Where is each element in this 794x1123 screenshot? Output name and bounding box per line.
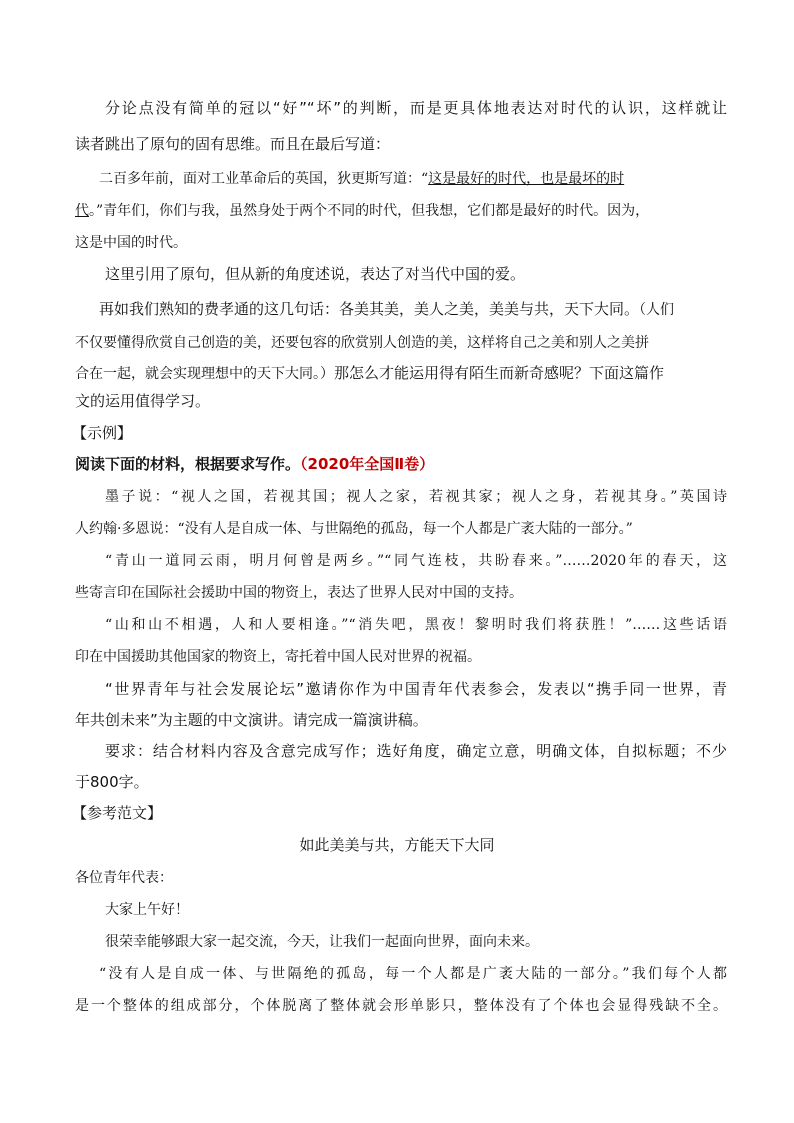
intro-p3-line4: 文的运用值得学习。	[75, 392, 211, 410]
example-heading: 【示例】	[72, 424, 133, 442]
exam-source: （2020年全国Ⅱ卷）	[300, 455, 435, 473]
quote-line3: 这是中国的时代。	[75, 235, 187, 251]
quote-line2	[75, 200, 727, 220]
intro-p3-line2: 不仅要懂得欣赏自己创造的美，还要包容的欣赏别人创造的美，这样将自己之美和别人之美拼	[75, 335, 649, 351]
material2-line1: “青山一道同云雨，明月何曾是两乡。”“同气连枝，共盼春来。”……2020年的春天，这	[105, 553, 727, 569]
intro-p1-line1: 分论点没有简单的冠以“好”“坏”的判断，而是更具体地表达对时代的认识，这样就让	[105, 99, 727, 117]
essay-title: 如此美美与共，方能天下大同	[299, 836, 495, 854]
intro-p3-line3	[75, 362, 727, 383]
essay-sentence2-line1: “没有人是自成一体、与世隔绝的孤岛，每一个人都是广袤大陆的一部分。”我们每个人都	[99, 966, 727, 982]
underlined-quote: 代	[75, 203, 89, 219]
p3-text: 再如我们熟知的费孝通的这几句话：各美其美，美人之美，美美与共，天下大同。	[99, 300, 640, 318]
underlined-quote: 这是最好的时代，也是最坏的时	[428, 171, 625, 187]
quote-line1	[99, 168, 727, 188]
p3-note: 合在一起，就会实现理想中的天下大同。）	[75, 366, 334, 382]
material3-line2: 印在中国援助其他国家的物资上，寄托着中国人民对世界的祝福。	[75, 649, 481, 665]
material1-line1: 墨子说：“视人之国，若视其国；视人之家，若视其家；视人之身，若视其身。”英国诗	[105, 489, 727, 505]
material4-line2: 年共创未来”为主题的中文演讲。请完成一篇演讲稿。	[75, 711, 428, 729]
requirement-line2: 于800字。	[75, 773, 149, 791]
material2-line2: 些寄言印在国际社会援助中国的物资上，表达了世界人民对中国的支持。	[75, 585, 523, 601]
task-line	[75, 453, 727, 474]
intro-p1-line2: 读者跳出了原句的固有思维。而且在最后写道：	[75, 135, 391, 153]
material4-line1: “世界青年与社会发展论坛”邀请你作为中国青年代表参会，发表以“携手同一世界，青	[105, 680, 727, 698]
quote-text: 。”青年们，你们与我，虽然身处于两个不同的时代，但我想，它们都是最好的时代。因为，	[89, 203, 650, 219]
requirement-line1: 要求：结合材料内容及含意完成写作；选好角度，确定立意，明确文体，自拟标题；不少	[105, 742, 727, 760]
intro-p2: 这里引用了原句，但从新的角度述说，表达了对当代中国的爱。	[105, 265, 526, 283]
intro-p3-line1	[99, 298, 727, 319]
essay-salutation: 各位青年代表：	[75, 870, 173, 886]
essay-heading: 【参考范文】	[72, 804, 163, 822]
essay-sentence1: 很荣幸能够跟大家一起交流，今天，让我们一起面向世界，面向未来。	[105, 934, 539, 950]
quote-text: 二百多年前，面对工业革命后的英国，狄更斯写道：“	[99, 171, 429, 187]
task-instruction: 阅读下面的材料，根据要求写作。	[75, 455, 301, 473]
material3-line1: “山和山不相遇，人和人要相逢。”“消失吧，黑夜！黎明时我们将获胜！”……这些话语	[105, 617, 727, 633]
essay-sentence2-line2: 是一个整体的组成部分，个体脱离了整体就会形单影只，整体没有了个体也会显得残缺不全。	[75, 998, 727, 1014]
essay-greeting: 大家上午好！	[105, 902, 189, 918]
p3-note: （人们	[639, 302, 675, 318]
material1-line2: 人约翰·多恩说：“没有人是自成一体、与世隔绝的孤岛，每一个人都是广袤大陆的一部分。”	[75, 521, 633, 537]
p3-text: 那怎么才能运用得有陌生而新奇感呢？下面这篇作	[334, 364, 665, 382]
